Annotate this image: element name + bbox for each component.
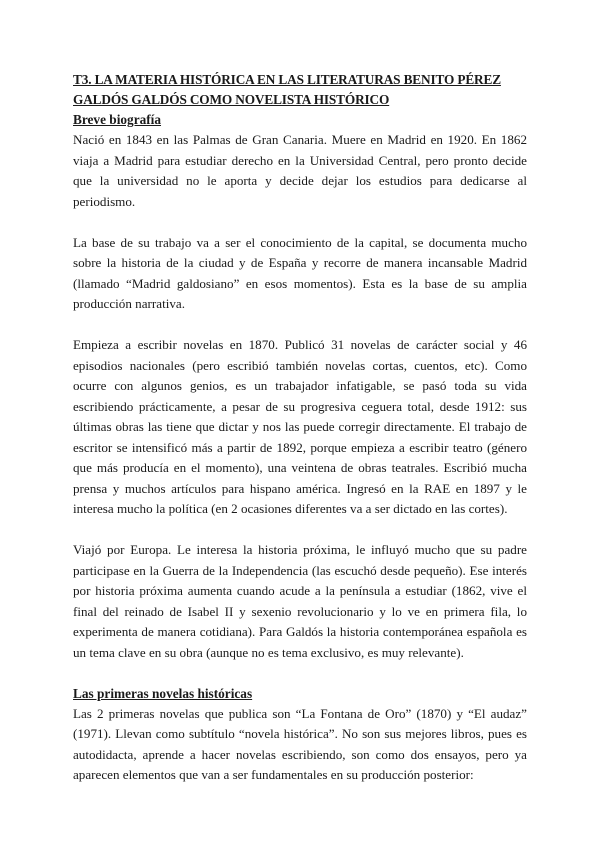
section-heading-primeras-novelas: Las primeras novelas históricas [73,685,253,701]
paragraph: Las 2 primeras novelas que publica son “La Fontana de Oro” (1870) y “El audaz” (1971). Llevan como subtítulo “novela histórica”. No son sus mejores libros, pues es autodidacta, aprende a hacer novelas escribiendo, son como dos ensayos, pero ya aparecen elementos que van a ser fundamentales en su producción posterior: [73,705,527,782]
paragraph: Empieza a escribir novelas en 1870. Publicó 31 novelas de carácter social y 46 episodios nacionales (pero escribió también novelas cortas, cuentos, etc). Como ocurre con algunos genios, es un trabajador infatigable, se pasó toda su vida escribiendo prácticamente, a pesar de su progresiva ceguera total, desde 1912: sus últimas obras las tiene que dictar y nos las puede corregir directamente. El trabajo de escritor se intensificó más a partir de 1892, porque empieza a escribir teatro (género que más producía en el momento), una veintena de obras teatrales. Escribió mucha prensa y muchos artículos para hispano américa. Ingresó en la RAE en 1897 y le interesa mucho la política (en 2 ocasiones diferentes va a ser dictado en las cortes). [73,337,527,516]
section-heading-biografia: Breve biografía [73,112,162,127]
paragraph: La base de su trabajo va a ser el conocimiento de la capital, se documenta mucho sobre la historia de la ciudad y de España y recorre de manera incansable Madrid (llamado “Madrid galdosiano” en esos momentos). Esta es la base de su amplia producción narrativa. [73,234,527,311]
paragraph: Viajó por Europa. Le interesa la historia próxima, le influyó mucho que su padre participase en la Guerra de la Independencia (las escuchó desde pequeño). Ese interés por historia próxima aumenta cuando acude a la península a estudiar (1862, vive el final del reinado de Isabel II y sexenio revolucionario y lo ve en primera fila, lo experimenta de manera cotidiana). Para Galdós la historia contemporánea española es un tema clave en su obra (aunque no es tema exclusivo, es muy relevante). [73,542,527,660]
paragraph: Nació en 1843 en las Palmas de Gran Canaria. Muere en Madrid en 1920. En 1862 viaja a Madrid para estudiar derecho en la Universidad Central, pero pronto decide que la universidad no le aporta y decide dejar los estudios para dedicarse al periodismo. [73,132,527,209]
document-title: T3. LA MATERIA HISTÓRICA EN LAS LITERATURAS BENITO PÉREZ GALDÓS GALDÓS COMO NOVELISTA HISTÓRICO [73,72,501,107]
